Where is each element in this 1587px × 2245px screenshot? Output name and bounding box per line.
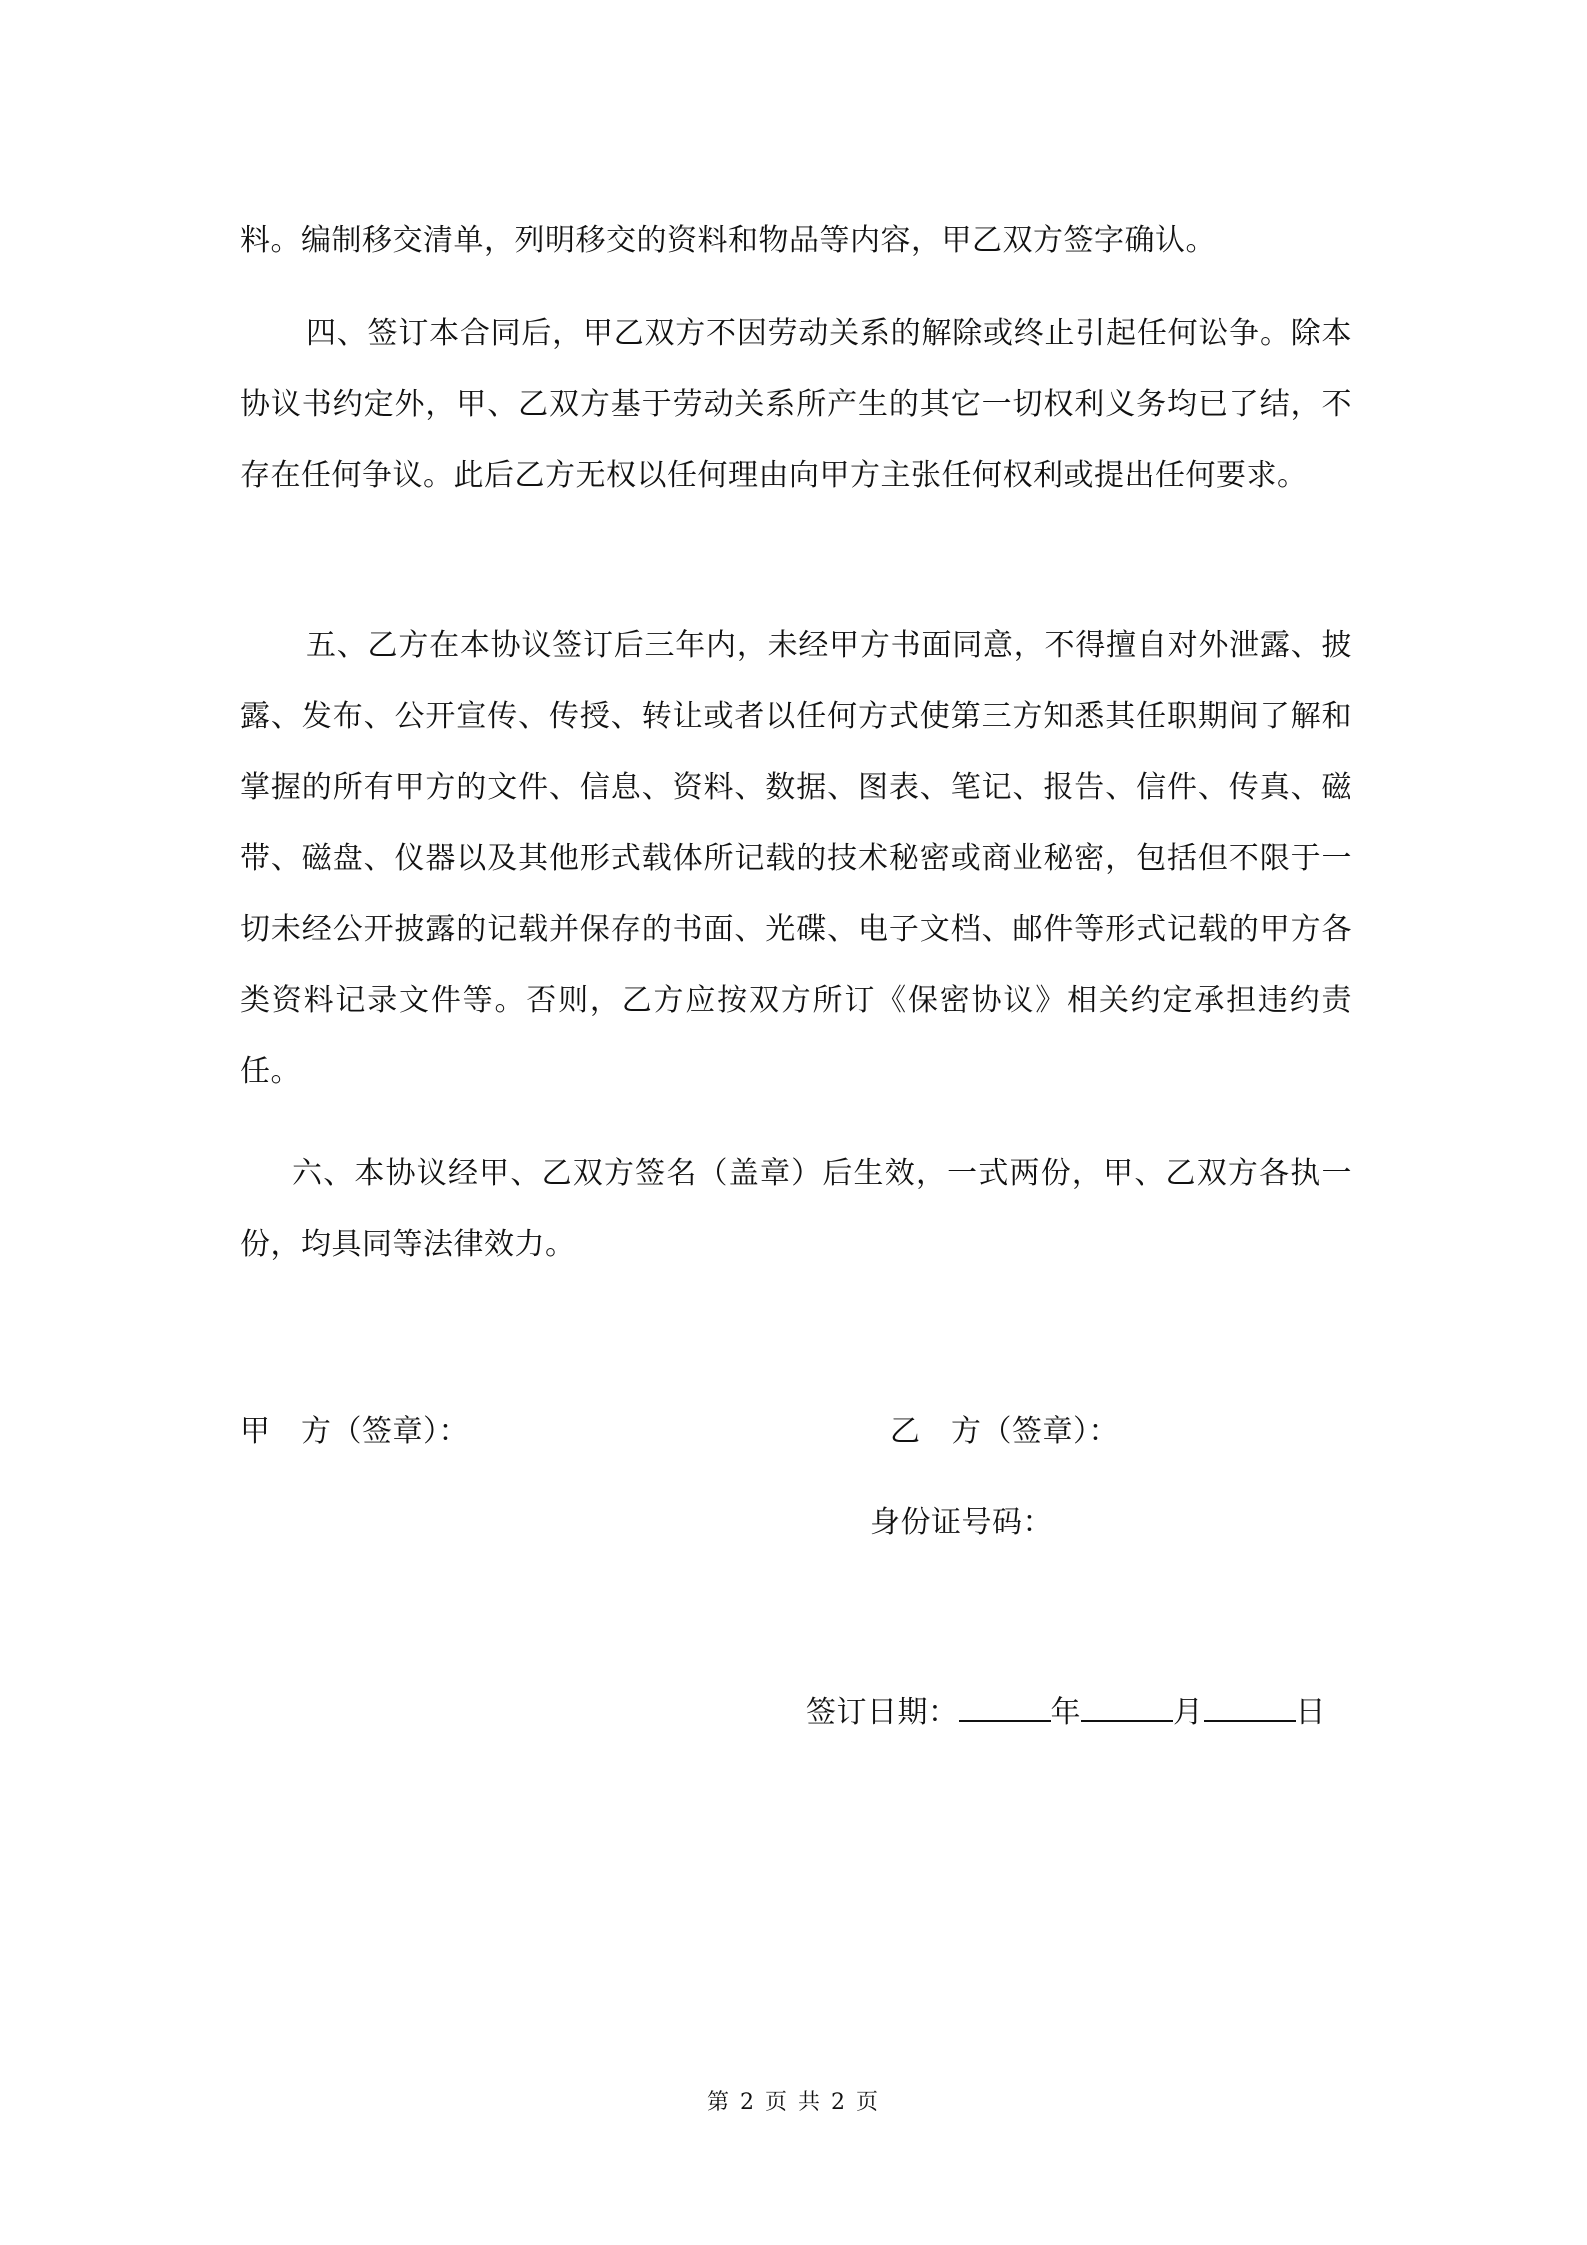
page-footer: 第 2 页 共 2 页 xyxy=(707,2090,880,2115)
year-blank xyxy=(959,1694,1051,1722)
signing-date-label: 签订日期： xyxy=(806,1695,959,1730)
year-label: 年 xyxy=(1050,1695,1081,1730)
month-blank xyxy=(1081,1694,1173,1722)
signing-date-line xyxy=(806,1693,1326,1733)
paragraph-continuation: 料。编制移交清单，列明移交的资料和物品等内容，甲乙双方签字确认。 xyxy=(240,223,1216,258)
party-b-signature-label: 乙 方（签章）： xyxy=(890,1414,1119,1449)
paragraph-clause-5: 五、乙方在本协议签订后三年内，未经甲方书面同意，不得擅自对外泄露、披露、发布、公开宣传、传授、转让或者以任何方式使第三方知悉其任职期间了解和掌握的所有甲方的文件、信息、资料、数据、图表、笔记、报告、信件、传真、磁带、磁盘、仪器以及其他形式载体所记载的技术秘密或商业秘密，包括但不限于一切未经公开披露的记载并保存的书面、光碟、电子文档、邮件等形式记载的甲方各类资料记录文件等。否则，乙方应按双方所订《保密协议》相关约定承担违约责任。 xyxy=(240,628,1352,1089)
day-blank xyxy=(1204,1694,1296,1722)
month-label: 月 xyxy=(1173,1695,1204,1730)
paragraph-clause-6: 六、本协议经甲、乙双方签名（盖章）后生效，一式两份，甲、乙双方各执一份，均具同等法律效力。 xyxy=(240,1156,1352,1262)
day-label: 日 xyxy=(1295,1695,1326,1730)
party-a-signature-label: 甲 方（签章）： xyxy=(240,1414,469,1449)
paragraph-clause-4: 四、签订本合同后，甲乙双方不因劳动关系的解除或终止引起任何讼争。除本协议书约定外，甲、乙双方基于劳动关系所产生的其它一切权利义务均已了结，不存在任何争议。此后乙方无权以任何理由向甲方主张任何权利或提出任何要求。 xyxy=(240,316,1352,493)
id-number-label: 身份证号码： xyxy=(870,1505,1053,1540)
